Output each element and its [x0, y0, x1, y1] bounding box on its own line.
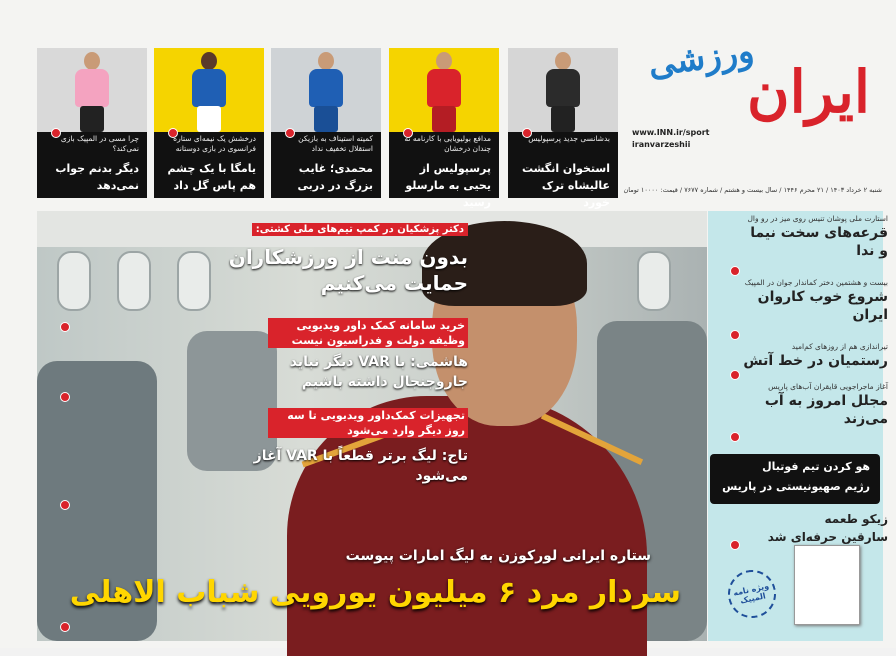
- kicker: دکتر پزشکیان در کمپ تیم‌های ملی کشتی:: [252, 223, 468, 236]
- dateline: شنبه ۲ خرداد ۱۴۰۳ / ۲۱ محرم ۱۴۴۶ / سال بیست و هشتم / شماره ۷۶۷۷ / قیمت: ۱۰۰۰۰ تومان: [623, 186, 882, 194]
- teaser-title: دیگر بدنم جواب نمی‌دهد: [55, 162, 139, 192]
- player-photo: [301, 52, 351, 132]
- lead-headline: سردار مرد ۶ میلیون یورویی شباب الاهلی: [69, 575, 681, 610]
- player-photo: [419, 52, 469, 132]
- column-item: آغاز ماجراجویی قایقران آب‌های پاریس مجلل امروز به آب می‌زند: [764, 382, 888, 427]
- player-photo: [538, 52, 588, 132]
- teaser-title: یامگا با یک چشم هم پاس گل داد: [167, 162, 256, 192]
- highlight-box: هو کردن تیم فوتبال رژیم صهیونیستی در پاریس: [710, 454, 880, 504]
- column-item: استارت ملی پوشان تنیس روی میز در رو وال قرعه‌های سخت نیما و ندا: [747, 214, 888, 259]
- website: www.INN.ir/sport: [632, 128, 710, 137]
- logo-main: ایران: [747, 58, 870, 126]
- teaser-5: [37, 48, 147, 198]
- logo-sub: ورزشی: [645, 30, 757, 86]
- masthead: [623, 28, 882, 194]
- column-item: زیکو طعمه سارقین حرفه‌ای شد: [767, 512, 888, 544]
- teaser-4: [154, 48, 264, 198]
- teaser-kicker: بدشانسی جدید پرسپولیس: [528, 134, 610, 143]
- lead-kicker: ستاره ایرانی لورکوزن به لیگ امارات پیوست: [345, 548, 651, 564]
- supplement-cover: [794, 545, 860, 625]
- teaser-title: پرسپولیس از یحیی به مارسلو رسید: [405, 162, 491, 209]
- subheadline: هاشمی: با VAR دیگر نباید جاروجنجال داشته باشیم: [289, 354, 468, 390]
- subheadline-red: تجهیزات کمک‌داور ویدیویی تا سه روز دیگر وارد می‌شود: [268, 408, 468, 438]
- teaser-3: [271, 48, 381, 198]
- headline: بدون منت از ورزشکاران حمایت می‌کنیم: [228, 245, 468, 295]
- subheadline-red: خرید سامانه کمک داور ویدیویی وظیفه دولت و فدراسیون نیست: [268, 318, 468, 348]
- olympic-supplement-seal: ویژه نامه المپیک: [724, 566, 781, 623]
- teaser-1: [508, 48, 618, 209]
- teaser-kicker: کمیته استیناف به بازیکن استقلال تخفیف نداد: [298, 134, 373, 153]
- teaser-kicker: چرا مسی در المپیک بازی نمی‌کند؟: [60, 134, 139, 153]
- social-handle: iranvarzeshii: [632, 140, 691, 149]
- column-item: بیست و هشتمین دختر کماندار جوان در المپیک شروع خوب کاروان ایران: [744, 278, 888, 323]
- teaser-title: محمدی؛ غایب بزرگ در دربی: [297, 162, 373, 192]
- teaser-kicker: مدافع بولیویایی با کارنامه نه چندان درخشان: [404, 134, 491, 153]
- logo: [634, 28, 874, 138]
- teaser-title: استخوان انگشت عالیشاه ترک خورد: [521, 162, 610, 209]
- subheadline: تاج: لیگ برتر قطعاً با VAR آغاز می‌شود: [253, 448, 468, 484]
- column-item: تیراندازی هم از روزهای کم‌امید رستمیان در خط آتش: [743, 342, 888, 369]
- player-photo: [184, 52, 234, 132]
- player-photo: [67, 52, 117, 132]
- teaser-2: [389, 48, 499, 209]
- teaser-kicker: درخشش یک نیمه‌ای ستاره فرانسوی در بازی دوستانه: [173, 134, 256, 153]
